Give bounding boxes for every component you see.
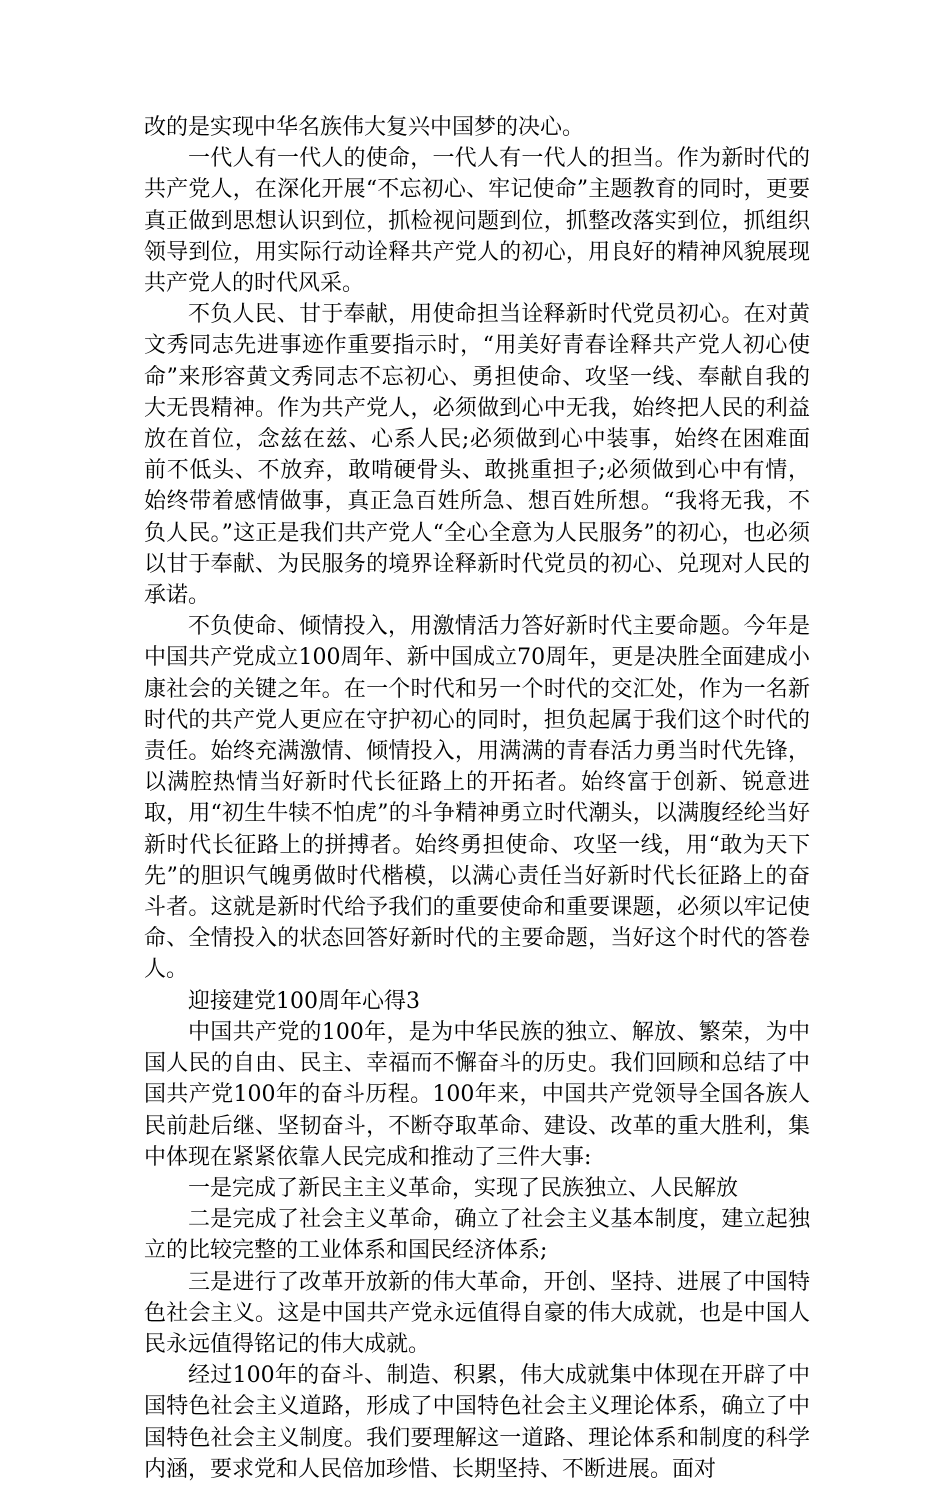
paragraph-1: 改的是实现中华名族伟大复兴中国梦的决心。 <box>144 115 585 140</box>
paragraph-5: 中国共产党的100年，是为中华民族的独立、解放、繁荣，为中国人民的自由、民主、幸福而不懈奋斗的历史。我们回顾和总结了中国共产党100年的奋斗历程。100年来，中国共产党领导全国各族人民前赴后继、坚韧奋斗，不断夺取革命、建设、改革的重大胜利，集中体现在紧紧依靠人民完成和推动了三件大事: <box>144 1019 810 1170</box>
paragraph-4: 不负使命、倾情投入，用激情活力答好新时代主要命题。今年是中国共产党成立100周年、新中国成立70周年，更是决胜全面建成小康社会的关键之年。在一个时代和另一个时代的交汇处，作为一名新时代的共产党人更应在守护初心的同时，担负起属于我们这个时代的责任。始终充满激情、倾情投入，用满满的青春活力勇当时代先锋，以满腔热情当好新时代长征路上的开拓者。始终富于创新、锐意进取，用“初生牛犊不怕虎”的斗争精神勇立时代潮头，以满腹经纶当好新时代长征路上的拼搏者。始终勇担使命、攻坚一线，用“敢为天下先”的胆识气魄勇做时代楷模，以满心责任当好新时代长征路上的奋斗者。这就是新时代给予我们的重要使命和重要课题，必须以牢记使命、全情投入的状态回答好新时代的主要命题，当好这个时代的答卷人。 <box>144 614 810 983</box>
paragraph-2: 一代人有一代人的使命，一代人有一代人的担当。作为新时代的共产党人，在深化开展“不忘初心、牢记使命”主题教育的同时，更要真正做到思想认识到位，抓检视问题到位，抓整改落实到位，抓组织领导到位，用实际行动诠释共产党人的初心，用良好的精神风貌展现共产党人的时代风采。 <box>144 146 810 297</box>
list-item-3: 三是进行了改革开放新的伟大革命，开创、坚持、进展了中国特色社会主义。这是中国共产党永远值得自豪的伟大成就，也是中国人民永远值得铭记的伟大成就。 <box>144 1269 810 1357</box>
section-heading: 迎接建党100周年心得3 <box>188 988 420 1014</box>
paragraph-3: 不负人民、甘于奉献，用使命担当诠释新时代党员初心。在对黄文秀同志先进事迹作重要指示时，“用美好青春诠释共产党人初心使命”来形容黄文秀同志不忘初心、勇担使命、攻坚一线、奉献自我的大无畏精神。作为共产党人，必须做到心中无我，始终把人民的利益放在首位，念兹在兹、心系人民;必须做到心中装事，始终在困难面前不低头、不放弃，敢啃硬骨头、敢挑重担子;必须做到心中有情，始终带着感情做事，真正急百姓所急、想百姓所想。“我将无我，不负人民。”这正是我们共产党人“全心全意为人民服务”的初心，也必须以甘于奉献、为民服务的境界诠释新时代党员的初心、兑现对人民的承诺。 <box>144 302 810 609</box>
list-item-1: 一是完成了新民主主义革命，实现了民族独立、人民解放 <box>188 1175 739 1201</box>
document-body <box>144 112 810 1485</box>
paragraph-6: 经过100年的奋斗、制造、积累，伟大成就集中体现在开辟了中国特色社会主义道路，形成了中国特色社会主义理论体系，确立了中国特色社会主义制度。我们要理解这一道路、理论体系和制度的科学内涵，要求党和人民倍加珍惜、长期坚持、不断进展。面对 <box>144 1363 810 1482</box>
list-item-2: 二是完成了社会主义革命，确立了社会主义基本制度，建立起独立的比较完整的工业体系和国民经济体系; <box>144 1207 810 1264</box>
